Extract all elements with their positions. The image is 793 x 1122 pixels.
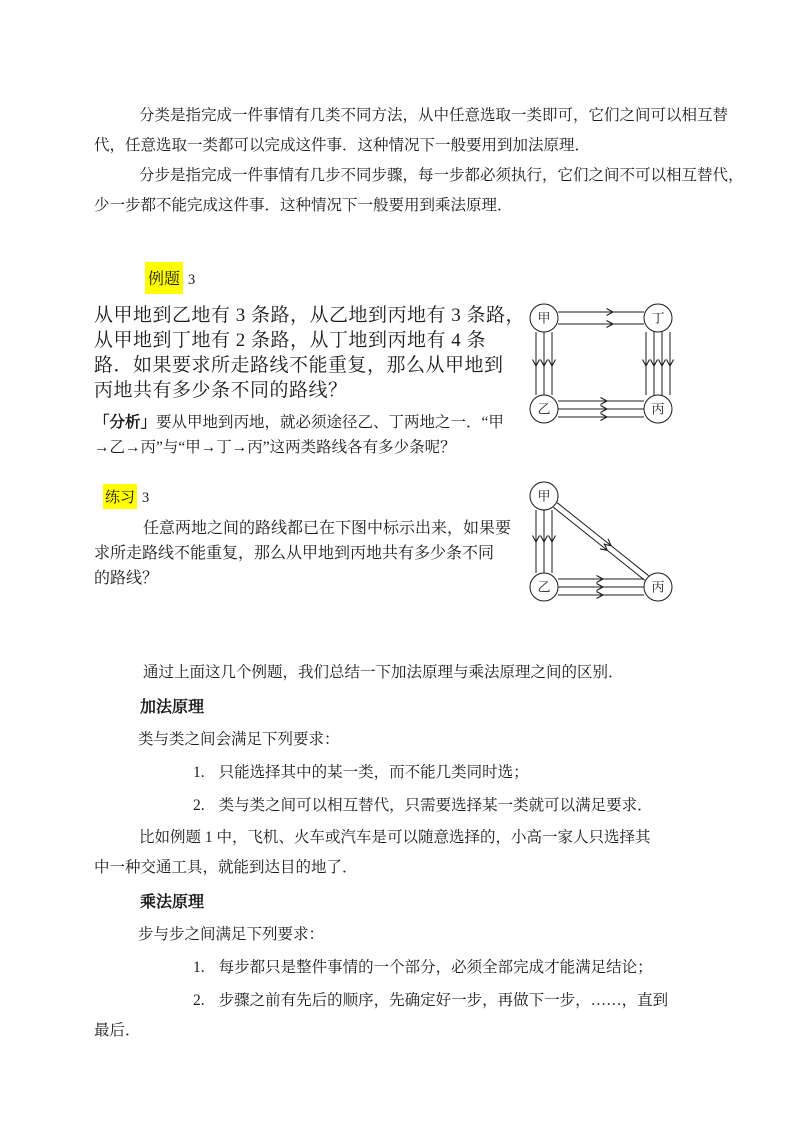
paragraph-line: 代，任意选取一类都可以完成这件事．这种情况下一般要用到加法原理． <box>94 137 591 154</box>
route-graph-triangle <box>524 479 676 605</box>
list-text: 步骤之前有先后的顺序，先确定好一步，再做下一步，……，直到 <box>218 992 669 1009</box>
example-label-number: 3 <box>188 272 196 288</box>
note-line: 中一种交通工具，就能到达目的地了． <box>94 859 358 876</box>
list-text: 只能选择其中的某一类，而不能几类同时选； <box>218 764 529 781</box>
example-label-highlight: 例题 <box>145 262 183 294</box>
list-text: 类与类之间可以相互替代，只需要选择某一类就可以满足要求． <box>218 797 653 814</box>
list-text-wrap: 最后． <box>94 1022 141 1039</box>
analysis-text: 要从甲地到丙地，就必须途径乙、丁两地之一．“甲 <box>156 414 504 431</box>
practice-line: 求所走路线不能重复，那么从甲地到丙地共有多少条不同 <box>94 545 495 562</box>
practice-label-highlight: 练习 <box>103 484 137 509</box>
example-3-route-diagram <box>524 299 676 432</box>
paragraph-classification <box>94 101 729 161</box>
multiplication-principle-heading: 乘法原理 <box>140 894 205 911</box>
list-number: 2. <box>193 797 205 814</box>
node-ding-label: 丁 <box>651 310 665 326</box>
list-number: 1. <box>193 764 205 781</box>
analysis-line: →乙→丙”与“甲→丁→丙”这两类路线各有多少条呢？ <box>94 439 456 456</box>
multiplication-lead: 步与步之间满足下列要求： <box>138 926 325 943</box>
addition-note <box>94 823 706 883</box>
example-line: 路．如果要求所走路线不能重复，那么从甲地到 <box>94 355 504 376</box>
list-number: 2. <box>193 992 205 1009</box>
node-jia-label: 甲 <box>537 310 551 326</box>
example-line: 丙地共有多少条不同的路线？ <box>94 380 348 401</box>
paragraph-line: 少一步都不能完成这件事．这种情况下一般要用到乘法原理． <box>94 197 513 214</box>
route-graph-square <box>524 299 676 427</box>
paragraph-line: 分步是指完成一件事情有几步不同步骤，每一步都必须执行，它们之间不可以相互替代， <box>139 167 744 184</box>
summary-section <box>94 658 706 1046</box>
addition-lead: 类与类之间会满足下列要求： <box>138 731 340 748</box>
practice-label-number: 3 <box>142 490 150 506</box>
list-number: 1. <box>193 959 205 976</box>
node-yi-label: 乙 <box>537 401 551 417</box>
note-line: 比如例题 1 中，飞机、火车或汽车是可以随意选择的，小高一家人只选择其 <box>139 829 651 846</box>
multiplication-item-1 <box>94 953 706 983</box>
summary-intro: 通过上面这几个例题，我们总结一下加法原理与乘法原理之间的区别． <box>143 664 624 681</box>
node-jia-label: 甲 <box>537 488 551 504</box>
practice-line: 的路线？ <box>94 570 159 587</box>
node-bing-label: 丙 <box>651 401 665 417</box>
practice-3-route-diagram <box>524 479 676 610</box>
list-text: 每步都只是整件事情的一个部分，必须全部完成才能满足结论； <box>218 959 653 976</box>
addition-item-2 <box>94 791 706 821</box>
analysis-tag: 「分析」 <box>94 414 157 431</box>
addition-item-1 <box>94 758 706 788</box>
node-bing-label: 丙 <box>651 579 665 595</box>
paragraph-steps <box>94 161 744 221</box>
example-3-label <box>145 262 706 294</box>
practice-line: 任意两地之间的路线都已在下图中标示出来，如果要 <box>143 520 512 537</box>
example-line: 从甲地到丁地有 2 条路，从丁地到丙地有 4 条 <box>94 330 487 351</box>
addition-principle-heading: 加法原理 <box>140 699 205 716</box>
example-line: 从甲地到乙地有 3 条路，从乙地到丙地有 3 条路， <box>94 305 526 326</box>
multiplication-item-2 <box>94 986 706 1046</box>
paragraph-line: 分类是指完成一件事情有几类不同方法，从中任意选取一类即可，它们之间可以相互替 <box>139 107 729 124</box>
node-yi-label: 乙 <box>537 579 551 595</box>
